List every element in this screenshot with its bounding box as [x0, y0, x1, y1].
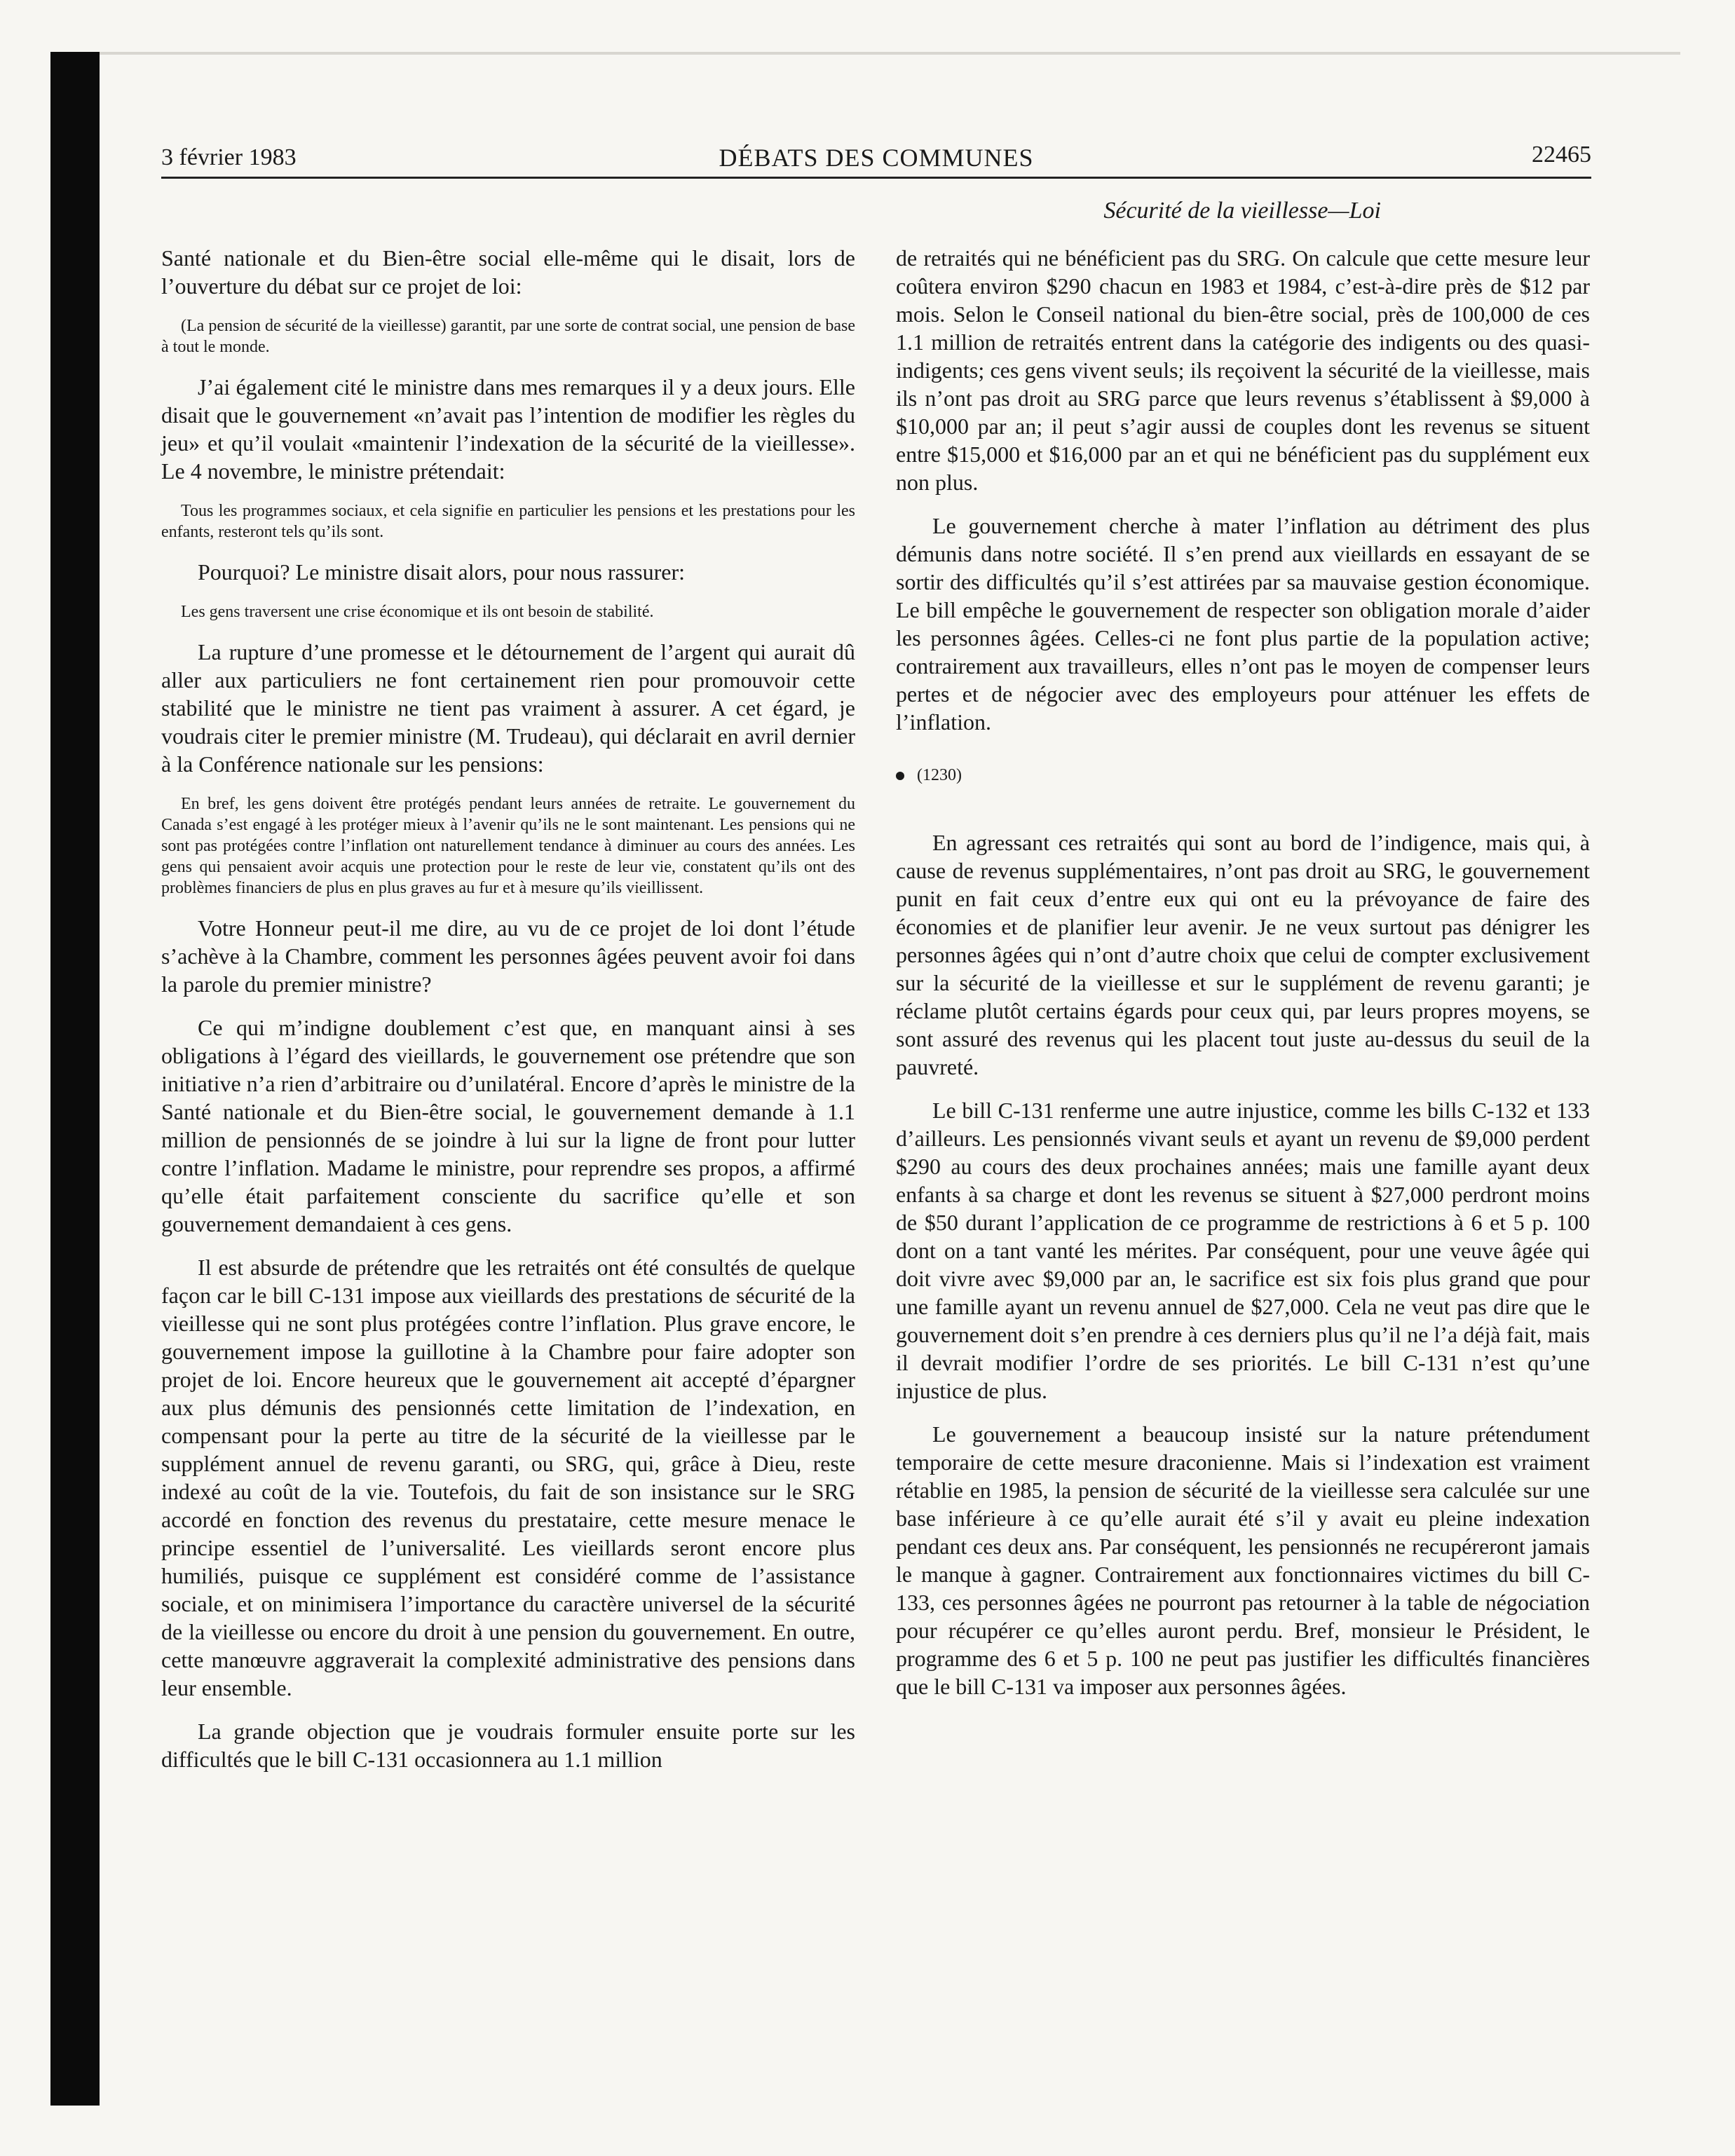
scan-binding-edge: [50, 52, 100, 2106]
scan-top-edge: [50, 52, 1680, 55]
right-column: [896, 244, 1590, 1716]
paragraph: Pourquoi? Le ministre disait alors, pour nous rassurer:: [198, 559, 685, 585]
paragraph: Le gouvernement cherche à mater l’inflation au détriment des plus démunis dans notre société. Il s’en prend aux vieillards en essayant de se sortir des difficultés qu’il s’est attirées par sa mauvaise gestion économique. Le bill empêche le gouvernement de respecter son obligation morale d’aider les personnes âgées. Celles-ci ne font plus partie de la population active; contrairement aux travailleurs, elles n’ont pas le moyen de compenser leurs pertes et de négocier avec des employeurs pour atténuer les effets de l’inflation.: [896, 513, 1590, 735]
header-date: 3 février 1983: [161, 144, 297, 170]
time-marker: [896, 761, 1590, 789]
paragraph: Il est absurde de prétendre que les retraités ont été consultés de quelque façon car le bill C-131 impose aux vieillards des prestations de sécurité de la vieillesse qui ne sont plus protégées contre l’inflation. Plus grave encore, le gouvernement impose la guillotine à la Chambre pour faire adopter son projet de loi. Encore heureux que le gouvernement ait accepté d’épargner aux plus démunis des pensionnés cette limitation de l’indexation, en compensant pour la perte au titre de la sécurité de la vieillesse par le supplément annuel de revenu garanti, ou SRG, qui, grâce à Dieu, reste indexé au coût de la vie. Toutefois, du fait de son insistance sur le SRG accordé en fonction des revenus du prestataire, cette mesure menace le principe essentiel de l’universalité. Les vieillards seront encore plus humiliés, puisque ce supplément est considéré comme de l’assistance sociale, et on minimisera l’importance du caractère universel de la sécurité de la vieillesse ou encore du droit à une pension du gouvernement. En outre, cette manœuvre aggraverait la complexité administrative des pensions dans leur ensemble.: [161, 1255, 855, 1700]
paragraph: Votre Honneur peut-il me dire, au vu de ce projet de loi dont l’étude s’achève à la Chambre, comment les personnes âgées peuvent avoir foi dans la parole du premier ministre?: [161, 915, 855, 997]
bullet-icon: [896, 772, 904, 780]
header-title: DÉBATS DES COMMUNES: [719, 144, 1034, 172]
paragraph: J’ai également cité le ministre dans mes remarques il y a deux jours. Elle disait que le gouvernement «n’avait pas l’intention de modifier les règles du jeu» et qu’il voulait «maintenir l’indexation de la sécurité de la vieillesse». Le 4 novembre, le ministre prétendait:: [161, 374, 855, 484]
paragraph: En agressant ces retraités qui sont au bord de l’indigence, mais qui, à cause de revenus supplémentaires, n’ont pas droit au SRG, le gouvernement punit en fait ceux d’entre eux qui ont eu la prévoyance de faire des économies et de planifier leur avenir. Je ne veux surtout pas dénigrer les personnes âgées qui n’ont d’autre choix que celui de compter exclusivement sur la sécurité de la vieillesse et sur le supplément de revenu garanti; je réclame plutôt certains égards pour ceux qui, par leurs propres moyens, se sont assuré des revenus qui les placent tout juste au-dessus du seuil de la pauvreté.: [896, 830, 1590, 1079]
paragraph: Ce qui m’indigne doublement c’est que, en manquant ainsi à ses obligations à l’égard des vieillards, le gouvernement ose prétendre que son initiative n’a rien d’arbitraire ou d’unilatéral. Encore d’après le ministre de la Santé nationale et du Bien-être social, le gouvernement demande à 1.1 million de pensionnés de se joindre à lui sur la ligne de front pour lutter contre l’inflation. Madame le ministre, pour reprendre ses propos, a affirmé qu’elle était parfaitement consciente du sacrifice qu’elle et son gouvernement demandaient à ces gens.: [161, 1015, 855, 1236]
quotation: Tous les programmes sociaux, et cela signifie en particulier les pensions et les prestations pour les enfants, resteront tels qu’ils sont.: [161, 502, 855, 541]
paragraph: de retraités qui ne bénéficient pas du SRG. On calcule que cette mesure leur coûtera environ $290 chacun en 1983 et 1984, c’est-à-dire près de $12 par mois. Selon le Conseil national du bien-être social, près de 100,000 de ces 1.1 million de retraités entrent dans la catégorie des indigents ou des quasi-indigents; ces gens vivent seuls; ils reçoivent la sécurité de la vieillesse, mais ils n’ont pas droit au SRG parce que leurs revenus s’établissent à $9,000 à $10,000 par an; il peut s’agir aussi de couples dont les revenus se situent entre $15,000 et $16,000 par an et qui ne bénéficient pas du supplément eux non plus.: [896, 245, 1590, 495]
running-head: [161, 140, 1591, 179]
quotation: En bref, les gens doivent être protégés pendant leurs années de retraite. Le gouvernement du Canada s’est engagé à les protéger mieux à l’avenir qu’ils ne le sont maintenant. Les pensions qui ne sont pas protégées contre l’inflation ont naturellement tendance à diminuer au cours des années. Les gens qui pensaient avoir acquis une protection pour le reste de leur vie, constatent qu’ils ont des problèmes financiers de plus en plus graves au fur et à mesure qu’ils vieillissent.: [161, 795, 855, 897]
quotation: Les gens traversent une crise économique et ils ont besoin de stabilité.: [181, 603, 654, 621]
section-heading: Sécurité de la vieillesse—Loi: [1103, 198, 1381, 224]
quotation: (La pension de sécurité de la vieillesse) garantit, par une sorte de contrat social, une pension de base à tout le monde.: [161, 317, 855, 356]
time-marker-text: (1230): [917, 766, 962, 784]
hansard-page: [161, 140, 1591, 2033]
paragraph: Le bill C-131 renferme une autre injustice, comme les bills C-132 et 133 d’ailleurs. Les pensionnés vivant seuls et ayant un revenu de $9,000 perdent $290 au cours des deux prochaines années; mais une famille ayant deux enfants à sa charge et dont les revenus se situent à $27,000 perdront moins de $50 durant l’application de ce programme de restrictions à 6 et 5 p. 100 dont on a tant vanté les mérites. Par conséquent, pour une veuve âgée qui doit vivre avec $9,000 par an, le sacrifice est six fois plus grand que pour une famille ayant un revenu annuel de $27,000. Cela ne veut pas dire que le gouvernement doit s’en prendre à ces derniers plus qu’il ne l’a déjà fait, mais il devrait modifier l’ordre de ses priorités. Le bill C-131 n’est qu’une injustice de plus.: [896, 1098, 1590, 1403]
paragraph: Santé nationale et du Bien-être social elle-même qui le disait, lors de l’ouverture du débat sur ce projet de loi:: [161, 245, 855, 299]
paragraph: La grande objection que je voudrais formuler ensuite porte sur les difficultés que le bill C-131 occasionnera au 1.1 million: [161, 1719, 855, 1772]
page-number: 22465: [1532, 142, 1591, 168]
paragraph: La rupture d’une promesse et le détournement de l’argent qui aurait dû aller aux particuliers ne font certainement rien pour promouvoir cette stabilité que le ministre ne tient pas vraiment à assurer. A cet égard, je voudrais citer le premier ministre (M. Trudeau), qui déclarait en avril dernier à la Conférence nationale sur les pensions:: [161, 639, 855, 777]
paragraph: Le gouvernement a beaucoup insisté sur la nature prétendument temporaire de cette mesure draconienne. Mais si l’indexation est vraiment rétablie en 1985, la pension de sécurité de la vieillesse sera calculée sur une base inférieure à ce qu’elle aurait été s’il y avait eu pleine indexation pendant ces deux ans. Par conséquent, les pensionnés ne recupéreront jamais le manque à gagner. Contrairement aux fonctionnaires victimes du bill C-133, ces personnes âgées ne pourront pas retourner à la table de négociation pour récupérer ce qu’elles auront perdu. Bref, monsieur le Président, le programme des 6 et 5 p. 100 ne peut pas justifier les difficultés financières que le bill C-131 va imposer aux personnes âgées.: [896, 1421, 1590, 1699]
left-column: [161, 244, 855, 1789]
